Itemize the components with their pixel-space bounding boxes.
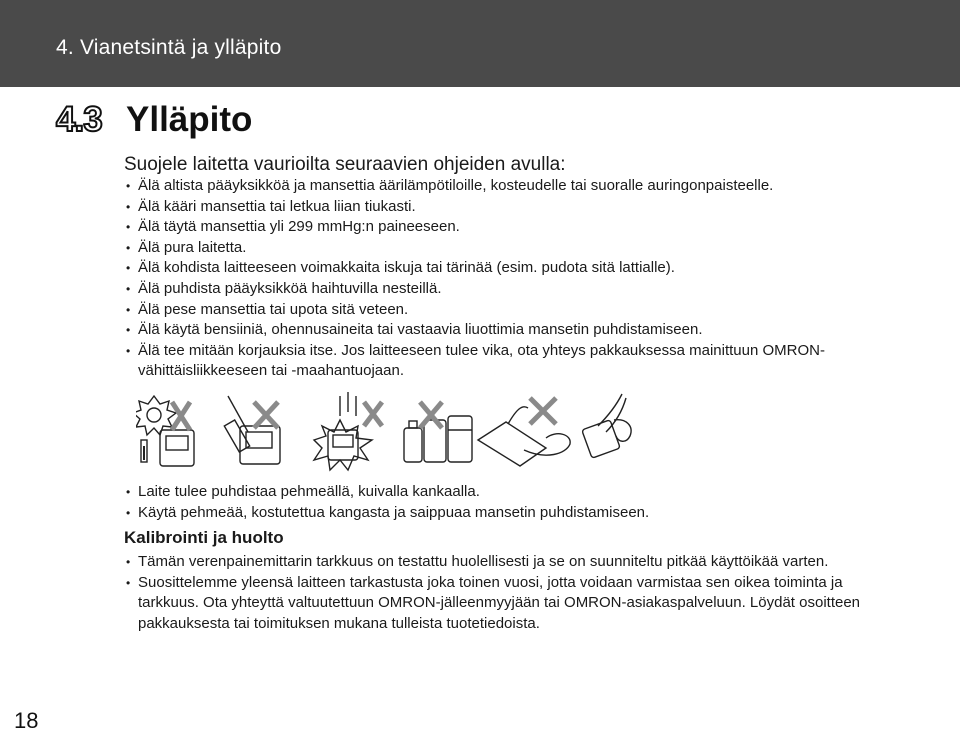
cuff-washing-prohibited-icon [582, 394, 631, 458]
warnings-list [124, 176, 904, 382]
list-item: • Suosittelemme yleensä laitteen tarkastusta joka toinen vuosi, jotta voidaan varmistaa sen oikea toiminta ja tarkkuus. Ota yhteyttä valtuutettuun OMRON-jälleenmyyjään tai OMRON-asiakaspalveluun. Löydät osoitteen pakkauksesta tai toimituksen mukana tulleista tuotetiedoista. [124, 573, 904, 635]
calibration-heading: Kalibrointi ja huolto [124, 528, 284, 547]
list-item: • Älä täytä mansettia yli 299 mmHg:n paineeseen. [124, 217, 904, 238]
list-item: • Älä tee mitään korjauksia itse. Jos laitteeseen tulee vika, ota yhteys pakkauksessa mainittuun OMRON-vähittäisliikkeeseen tai -maahantuojaan. [124, 341, 904, 382]
section-number: 4.3 [56, 100, 102, 139]
section-title: Ylläpito [126, 100, 253, 139]
volatile-liquids-prohibited-icon [404, 402, 472, 462]
list-item: • Tämän verenpainemittarin tarkkuus on testattu huolellisesti ja se on suunniteltu pitkää käyttöikää varten. [124, 552, 904, 573]
shock-prohibited-icon [314, 392, 382, 470]
page-number: 18 [14, 708, 39, 733]
list-item: • Laite tulee puhdistaa pehmeällä, kuivalla kankaalla. [124, 482, 904, 503]
cuff-wringing-prohibited-icon [478, 398, 570, 466]
chapter-header-bar [0, 0, 960, 87]
cleaning-list [124, 482, 904, 523]
prohibited-actions-illustrations [136, 390, 656, 472]
list-item: • Älä pese mansettia tai upota sitä veteen. [124, 300, 904, 321]
list-item: • Käytä pehmeää, kostutettua kangasta ja saippuaa mansetin puhdistamiseen. [124, 503, 904, 524]
calibration-list [124, 552, 904, 634]
list-item: • Älä pura laitetta. [124, 238, 904, 259]
screwdriver-prohibited-icon [224, 396, 280, 464]
intro-text: Suojele laitetta vaurioilta seuraavien ohjeiden avulla: [124, 154, 566, 175]
list-item: • Älä kohdista laitteeseen voimakkaita iskuja tai tärinää (esim. pudota sitä lattialle). [124, 258, 904, 279]
list-item: • Älä kääri mansettia tai letkua liian tiukasti. [124, 197, 904, 218]
list-item: • Älä käytä bensiiniä, ohennusaineita tai vastaavia liuottimia mansetin puhdistamiseen. [124, 320, 904, 341]
sun-heat-prohibited-icon [136, 396, 194, 466]
list-item: • Älä altista pääyksikköä ja mansettia äärilämpötiloille, kosteudelle tai suoralle auringonpaisteelle. [124, 176, 904, 197]
list-item: • Älä puhdista pääyksikköä haihtuvilla nesteillä. [124, 279, 904, 300]
chapter-title: 4. Vianetsintä ja ylläpito [56, 36, 282, 59]
